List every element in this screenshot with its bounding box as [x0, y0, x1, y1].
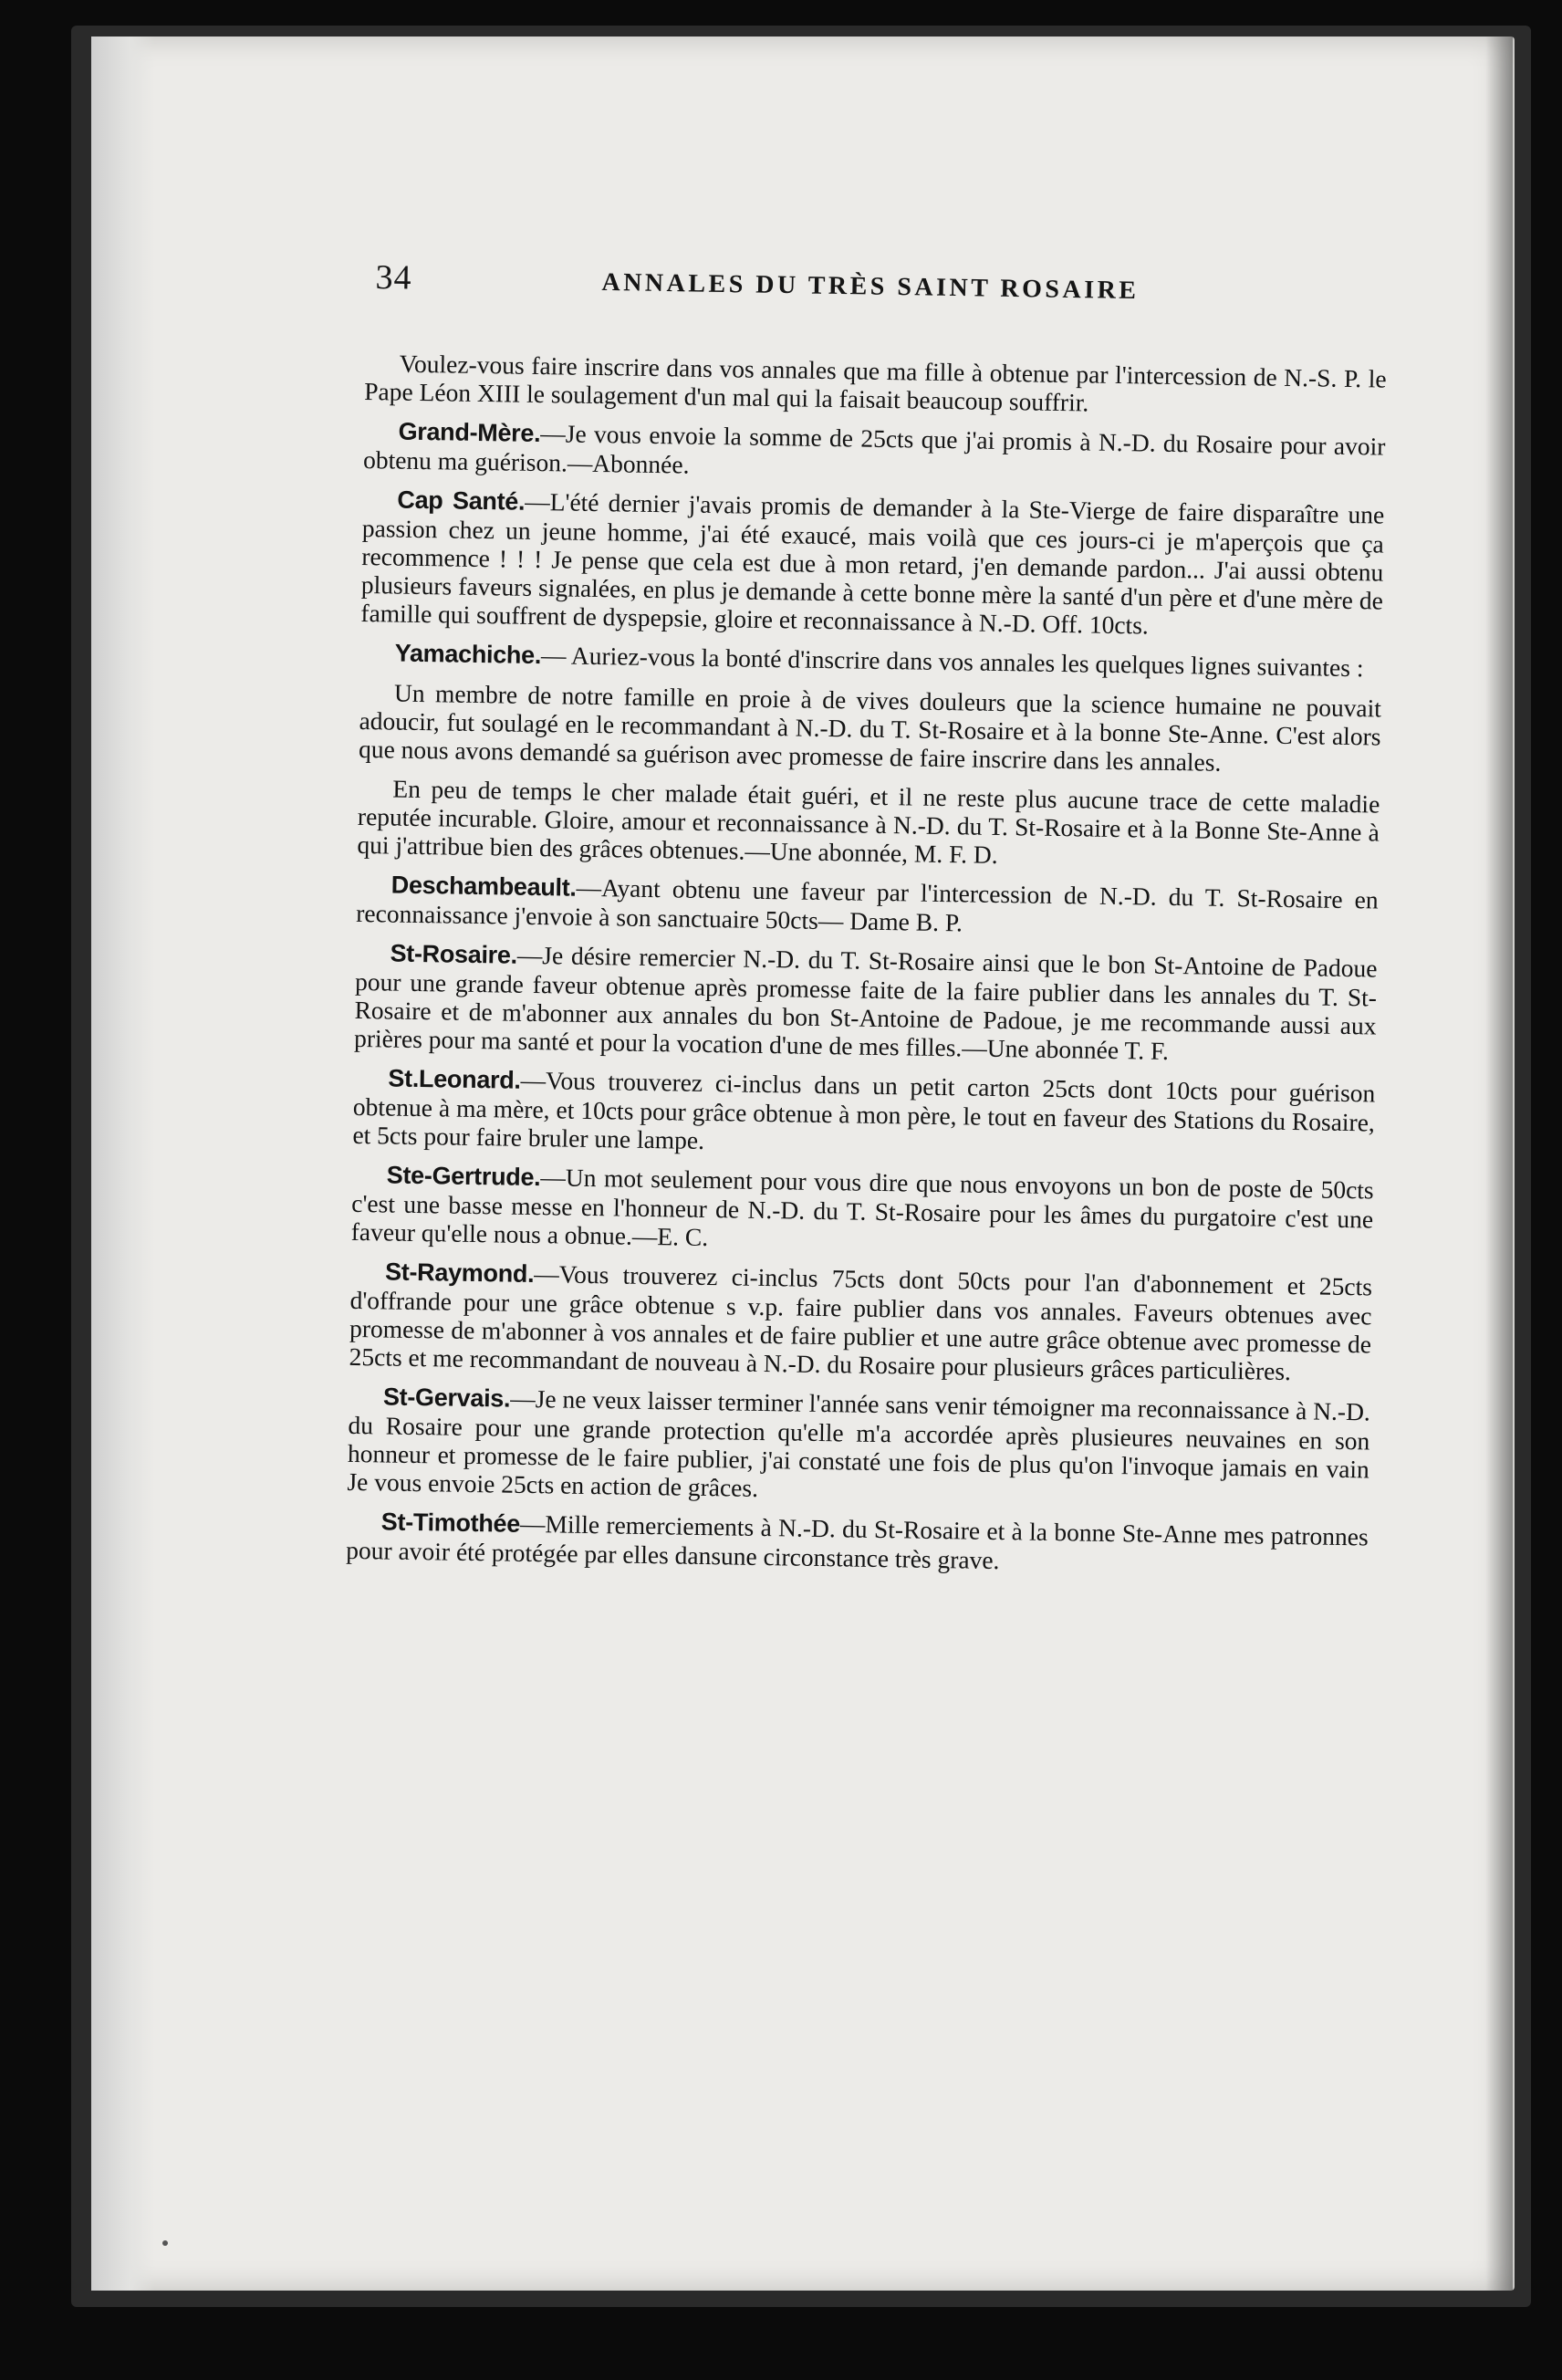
entry-grand-mere [363, 416, 1386, 490]
place-name: St-Raymond. [384, 1258, 535, 1289]
place-name: Ste-Gertrude. [386, 1161, 541, 1192]
scan-speck [162, 2240, 168, 2246]
entry-text: —Je désire remercier N.-D. du T. St-Rosaire ainsi que le bon St-Antoine de Padoue pour une grande faveur obtenue après promesse faite de la faire publier dans les annales du T. St-Rosaire et de m'abonner aux annales du bon St-Antoine de Padoue, je me recommande aussi aux prières pour ma santé et pour la vocation d'une de mes filles.—Une abonnée T. F. [353, 940, 1378, 1065]
page-gutter-shadow [91, 37, 155, 2291]
paragraph-yamachiche-story [359, 678, 1381, 779]
entry-text: —Vous trouverez ci-inclus 75cts dont 50cts pour l'an d'abonnement et 25cts d'offrande pour une grâce obtenue s v.p. faire publier dans vos annales. Faveurs obtenues avec promesse de m'abonner à vos annales et de faire publier et une autre grâce obtenue avec promesse de 25cts et me recommandant de nouveau à N.-D. du Rosaire pour plusieurs grâces particulières. [349, 1259, 1373, 1386]
place-name: St-Gervais. [382, 1383, 511, 1413]
place-name: Yamachiche. [394, 639, 542, 670]
paragraph-yamachiche-healing [357, 774, 1380, 875]
place-name: St-Rosaire. [390, 939, 518, 969]
entry-text: —Je vous envoie la somme de 25cts que j'ai promis à N.-D. du Rosaire pour avoir obtenu ma guérison.—Abonnée. [362, 419, 1386, 479]
place-name: St-Timothée [380, 1508, 521, 1538]
entry-st-leonard [352, 1063, 1375, 1165]
entry-ste-gertrude [351, 1160, 1374, 1262]
place-name: Cap Santé. [397, 485, 526, 516]
paragraph-text: En peu de temps le cher malade était guéri, et il ne reste plus aucune trace de cette maladie reputée incurable. Gloire, amour et reconnaissance à N.-D. du T. St-Rosaire et à la Bonne Ste-Anne à qui j'attribue bien des grâces obtenues.—Une abonnée, M. F. D. [357, 774, 1380, 869]
paragraph-text: Un membre de notre famille en proie à de vives douleurs que la science humaine ne pouvait adoucir, fut soulagé en le recommandant à N.-D. du T. St-Rosaire et à la bonne Ste-Anne. C'est alors que nous avons demandé sa guérison avec promesse de faire inscrire dans les annales. [358, 678, 1382, 777]
entry-st-gervais [347, 1382, 1370, 1512]
entry-st-raymond [349, 1257, 1372, 1387]
entry-text: —Vous trouverez ci-inclus dans un petit carton 25cts dont 10cts pour guérison obtenue à ma mère, et 10cts pour grâce obtenue à mon père, le tout en faveur des Stations du Rosaire, et 5cts pour faire bruler une lampe. [352, 1065, 1376, 1154]
entry-yamachiche [360, 638, 1382, 684]
place-name: St.Leonard. [388, 1064, 521, 1094]
page-edge-shadow [1485, 37, 1513, 2291]
page-number: 34 [375, 257, 412, 298]
entry-text: —Je ne veux laisser terminer l'année sans venir témoigner ma reconnaissance à N.-D. du Rosaire pour une grande protection qu'elle m'a accordée après plusieures neuvaines en son honneur et promesse de le faire publier, j'ai constaté une fois de plus qu'on l'invoque jamais en vain Je vous envoie 25cts en action de grâces. [347, 1383, 1371, 1502]
entry-text: —Un mot seulement pour vous dire que nous envoyons un bon de poste de 50cts c'est une basse messe en l'honneur de N.-D. du T. St-Rosaire pour les âmes du purgatoire c'est une faveur qu'elle nous a obnue.—E. C. [350, 1163, 1374, 1252]
paragraph-text: Voulez-vous faire inscrire dans vos annales que ma fille à obtenue par l'intercession de N.-S. P. le Pape Léon XIII le soulagement d'un mal qui la faisait beaucoup souffrir. [364, 349, 1387, 417]
place-name: Deschambeault. [390, 871, 577, 902]
entry-text: —L'été dernier j'avais promis de demander à la Ste-Vierge de faire disparaître une passion chez un jeune homme, j'ai été exaucé, mais voilà que ces jours-ci je m'aperçois que ça recommence ! ! ! Je pense que cela est due à mon retard, j'en demande pardon... J'ai aussi obtenu plusieurs faveurs signalées, en plus je demande à cette bonne mère la santé d'un père et d'une mère de famille qui souffrent de dyspepsie, gloire et reconnaissance à N.-D. Off. 10cts. [360, 486, 1385, 640]
entry-deschambeault [356, 870, 1379, 944]
body-text [346, 349, 1387, 1591]
entry-cap-sante [360, 485, 1384, 643]
running-title: ANNALES DU TRÈS SAINT ROSAIRE [601, 267, 1140, 306]
entry-st-timothee [346, 1507, 1369, 1581]
entry-text: —Ayant obtenu une faveur par l'intercession de N.-D. du T. St-Rosaire en reconnaissance j'envoie à son sanctuaire 50cts— Dame B. P. [356, 872, 1379, 937]
entry-st-rosaire [354, 938, 1378, 1069]
entry-text: —Mille remerciements à N.-D. du St-Rosaire et à la bonne Ste-Anne mes patronnes pour avoir été protégée par elles dansune circonstance très grave. [346, 1508, 1369, 1575]
place-name: Grand-Mère. [398, 417, 541, 448]
entry-text: — Auriez-vous la bonté d'inscrire dans vos annales les quelques lignes suivantes : [540, 641, 1364, 683]
